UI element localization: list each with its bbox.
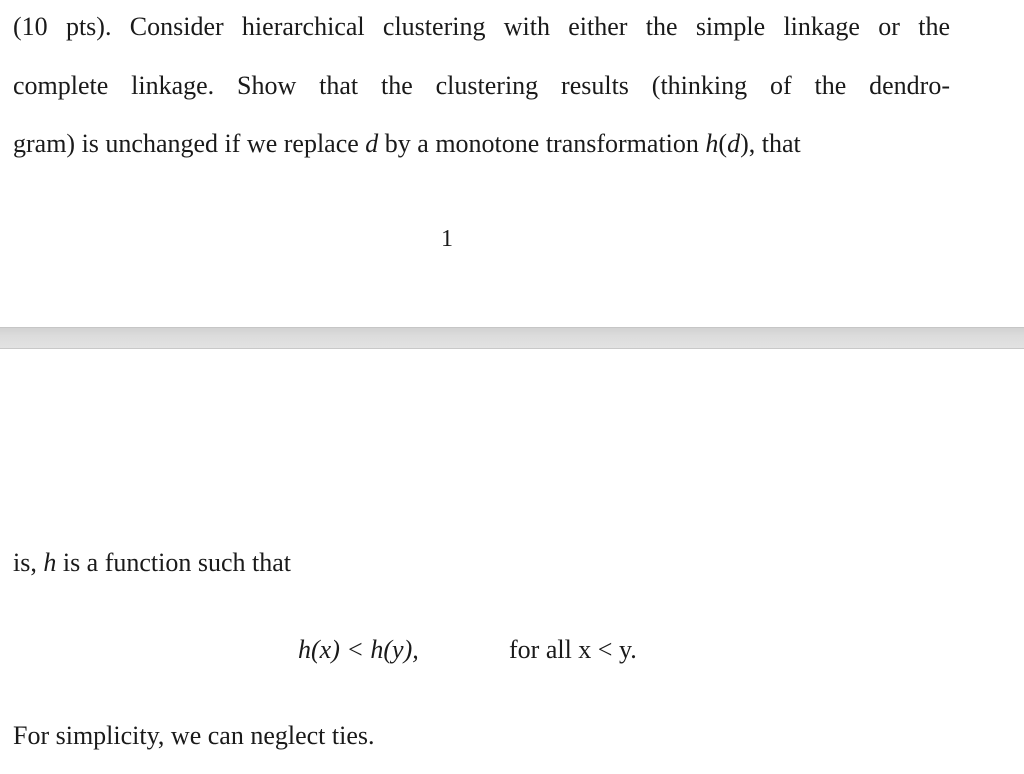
document-page-1 (0, 0, 1024, 327)
page-separator (0, 327, 1024, 349)
line3-text-a: gram) is unchanged if we replace (13, 129, 366, 158)
math-d-arg: d (727, 129, 741, 158)
line-text-a: is, (13, 548, 44, 577)
line-text-b: is a function such that (56, 548, 292, 577)
math-h: h (705, 129, 719, 158)
equation-left: h(x) < h(y), (298, 635, 419, 664)
math-h-var: h (43, 548, 57, 577)
math-paren-open: ( (718, 129, 728, 158)
page-number: 1 (441, 226, 453, 252)
math-d: d (365, 129, 379, 158)
paragraph-line-1: (10 pts). Consider hierarchical clustering with either the simple linkage or the (13, 12, 950, 41)
paragraph-line-3 (13, 129, 801, 159)
display-equation (298, 635, 637, 665)
paragraph-line-2: complete linkage. Show that the clustering results (thinking of the dendro- (13, 71, 950, 100)
line3-text-c: ), that (740, 129, 801, 158)
document-page-2 (0, 349, 1024, 774)
equation-right: for all x < y. (509, 635, 637, 664)
paragraph-line-is-h (13, 548, 291, 578)
line3-text-b: by a monotone transformation (378, 129, 706, 158)
paragraph-line-ties: For simplicity, we can neglect ties. (13, 721, 375, 750)
